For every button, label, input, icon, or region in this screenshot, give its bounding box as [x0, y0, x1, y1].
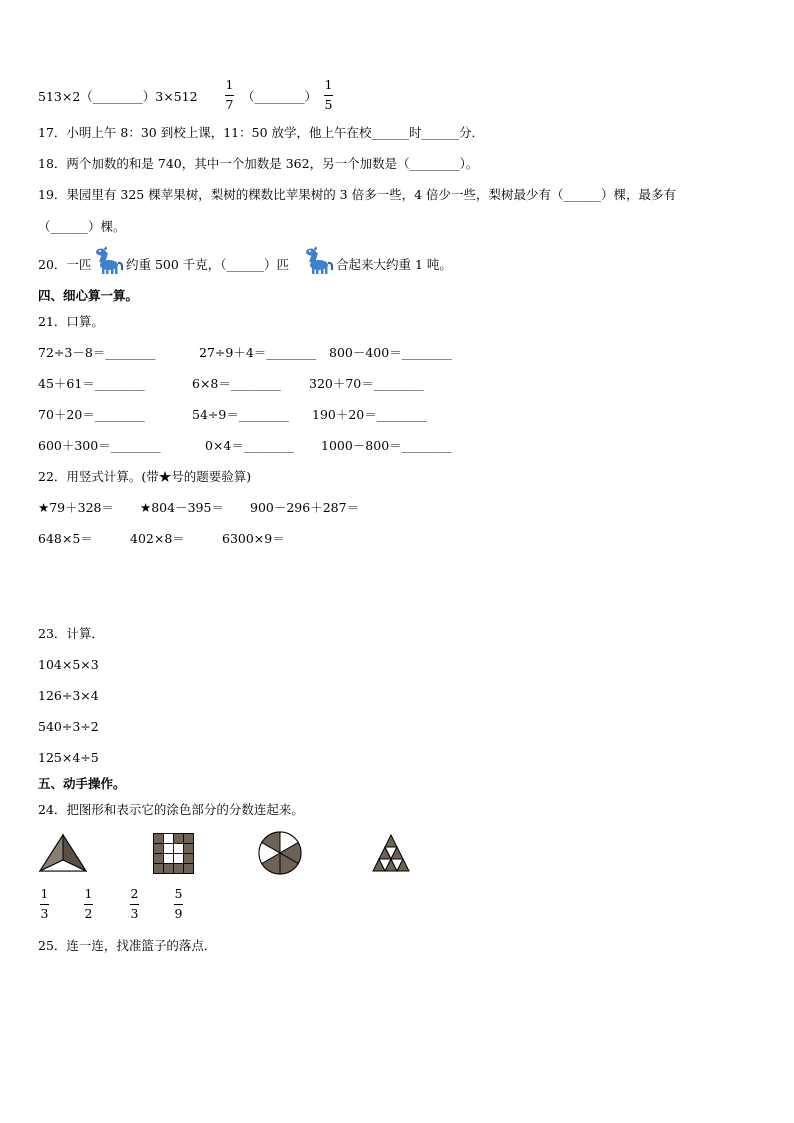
oral-item: 27÷9＋4＝________	[199, 345, 317, 360]
question-19-line2: （______）棵。	[38, 219, 126, 234]
triangle-grid-figure	[366, 833, 416, 873]
oral-item: 54÷9＝________	[192, 407, 289, 422]
grid-square-figure	[153, 833, 194, 874]
frac-den: 3	[130, 905, 139, 921]
oral-item: 72÷3－8＝________	[38, 345, 156, 360]
question-25: 25．连一连，找准篮子的落点．	[38, 938, 217, 953]
oral-item: 600＋300＝________	[38, 438, 161, 453]
frac-den: 7	[225, 96, 234, 112]
frac-den: 5	[324, 96, 333, 112]
oral-item: 0×4＝________	[205, 438, 294, 453]
fraction-one-seventh	[225, 79, 234, 111]
question-23: 23．计算．	[38, 626, 104, 641]
frac-num: 1	[84, 886, 93, 901]
question-20-part2: 约重 500 千克，（______）匹	[126, 257, 290, 272]
calc-item: 540÷3÷2	[38, 719, 99, 734]
oral-item: 1000－800＝________	[321, 438, 452, 453]
fraction-option	[40, 888, 49, 920]
oral-item: 45＋61＝________	[38, 376, 145, 391]
vertical-calc-item: 648×5＝	[38, 531, 93, 546]
oral-item: 70＋20＝________	[38, 407, 145, 422]
vertical-calc-item: 402×8＝	[130, 531, 185, 546]
question-22: 22．用竖式计算。(带★号的题要验算)	[38, 469, 252, 484]
circle-sectors-figure	[257, 830, 303, 876]
oral-item: 320＋70＝________	[309, 376, 424, 391]
frac-num: 1	[225, 77, 234, 92]
frac-num: 1	[40, 886, 49, 901]
triangle-figure	[38, 833, 88, 873]
fraction-option	[84, 888, 93, 920]
question-19-line1: 19．果园里有 325 棵苹果树，梨树的棵数比苹果树的 3 倍多一些，4 倍少一些，梨树最少有（______）棵，最多有	[38, 187, 677, 202]
oral-item: 190＋20＝________	[312, 407, 427, 422]
vertical-calc-item: ★804－395＝	[140, 500, 224, 515]
frac-den: 2	[84, 905, 93, 921]
frac-den: 9	[174, 905, 183, 921]
oral-item: 6×8＝________	[192, 376, 281, 391]
section-5-heading: 五、动手操作。	[38, 776, 126, 791]
question-21: 21．口算。	[38, 314, 104, 329]
section-4-heading: 四、细心算一算。	[38, 288, 139, 303]
frac-num: 2	[130, 886, 139, 901]
vertical-calc-item: 6300×9＝	[222, 531, 285, 546]
q16-left-text: 513×2（________）3×512	[38, 89, 198, 104]
calc-item: 126÷3×4	[38, 688, 99, 703]
frac-den: 3	[40, 905, 49, 921]
horse-icon	[92, 246, 124, 276]
q16-blank[interactable]: （________）	[242, 89, 318, 104]
question-20-part1: 20．一匹	[38, 257, 92, 272]
vertical-calc-item: ★79＋328＝	[38, 500, 114, 515]
calc-item: 125×4÷5	[38, 750, 99, 765]
question-20-part3: 合起来大约重 1 吨。	[336, 257, 452, 272]
fraction-option	[130, 888, 139, 920]
oral-item: 800－400＝________	[329, 345, 452, 360]
question-24: 24．把图形和表示它的涂色部分的分数连起来。	[38, 802, 304, 817]
frac-num: 5	[174, 886, 183, 901]
frac-num: 1	[324, 77, 333, 92]
calc-item: 104×5×3	[38, 657, 99, 672]
vertical-calc-item: 900－296＋287＝	[250, 500, 360, 515]
fraction-one-fifth	[324, 79, 333, 111]
fraction-option	[174, 888, 183, 920]
question-17: 17．小明上午 8：30 到校上课，11：50 放学，他上午在校______时______分．	[38, 125, 484, 140]
horse-icon	[302, 246, 334, 276]
question-18: 18．两个加数的和是 740，其中一个加数是 362，另一个加数是（________）。	[38, 156, 479, 171]
